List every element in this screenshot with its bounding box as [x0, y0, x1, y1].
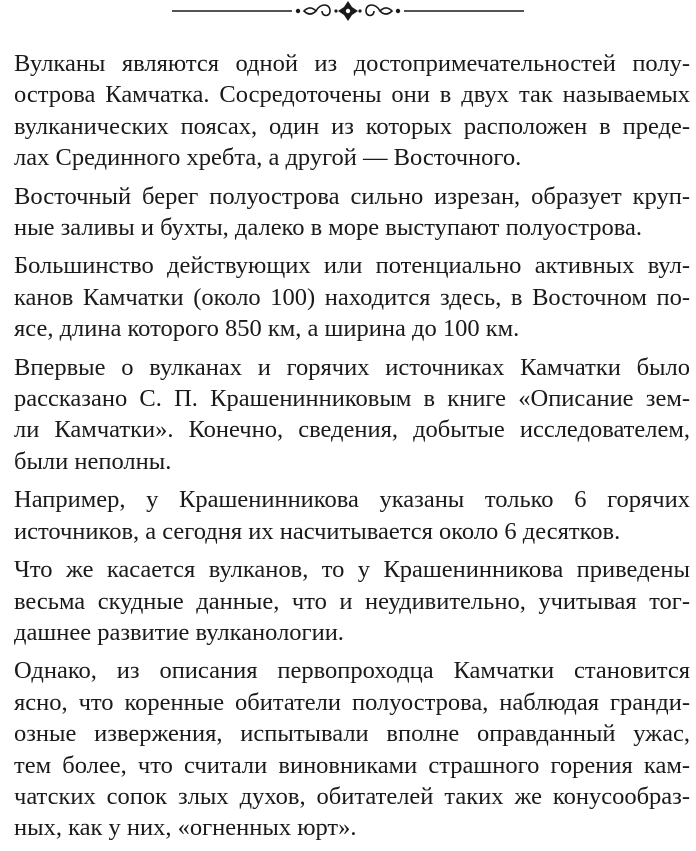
paragraph [14, 484, 690, 547]
text-line: Вулканы являются одной из достопримечательностей полу- [14, 50, 690, 77]
text-line: Восточный берег полуострова сильно изрезан, образует круп- [14, 182, 690, 210]
text-line: острова Камчатка. Сосредоточены они в двух так называемых [14, 81, 690, 109]
paragraph [14, 655, 690, 843]
text-line: вулканических поясах, один из которых расположен в преде- [14, 112, 690, 140]
text-line: лах Срединного хребта, а другой — Восточного. [14, 144, 522, 172]
text-line: ли Камчатки». Конечно, сведения, добытые исследователем, [14, 416, 690, 444]
paragraph [14, 554, 690, 648]
text-line: весьма скудные данные, что и неудивительно, учитывая тог- [14, 587, 690, 615]
text-line: дашнее развитие вулканологии. [14, 618, 344, 646]
text-line: рассказано С. П. Крашенинниковым в книге «Описание зем- [14, 385, 690, 413]
text-line: ные заливы и бухты, далеко в море выступают полуострова. [14, 214, 643, 242]
text-line: Однако, из описания первопроходца Камчатки становится [14, 657, 690, 685]
text-line: были неполны. [14, 447, 172, 475]
text-line: тем более, что считали виновниками страшного горения кам- [14, 751, 690, 779]
text-body [14, 48, 690, 851]
paragraph [14, 250, 690, 344]
text-line: канов Камчатки (около 100) находится здесь, в Восточном по- [14, 283, 690, 311]
text-line: озные извержения, испытывали вполне оправданный ужас, [14, 720, 690, 748]
paragraph [14, 181, 690, 244]
text-line: Например, у Крашенинникова указаны только 6 горячих [14, 486, 690, 514]
header-ornament-icon [0, 0, 696, 24]
text-line: ных, как у них, «огненных юрт». [14, 814, 357, 842]
text-line: чатских сопок злых духов, обитателей таких же конусообраз- [14, 782, 690, 810]
text-line: Что же касается вулканов, то у Крашенинникова приведены [14, 556, 690, 584]
text-line: ясно, что коренные обитатели полуострова, наблюдая гранди- [14, 688, 690, 716]
paragraph [14, 48, 690, 174]
paragraph [14, 352, 690, 478]
text-line: ясе, длина которого 850 км, а ширина до 100 км. [14, 315, 520, 343]
text-line: источников, а сегодня их насчитывается около 6 десятков. [14, 517, 621, 545]
text-line: Впервые о вулканах и горячих источниках Камчатки было [14, 353, 690, 381]
text-line: Большинство действующих или потенциально активных вул- [14, 252, 690, 280]
